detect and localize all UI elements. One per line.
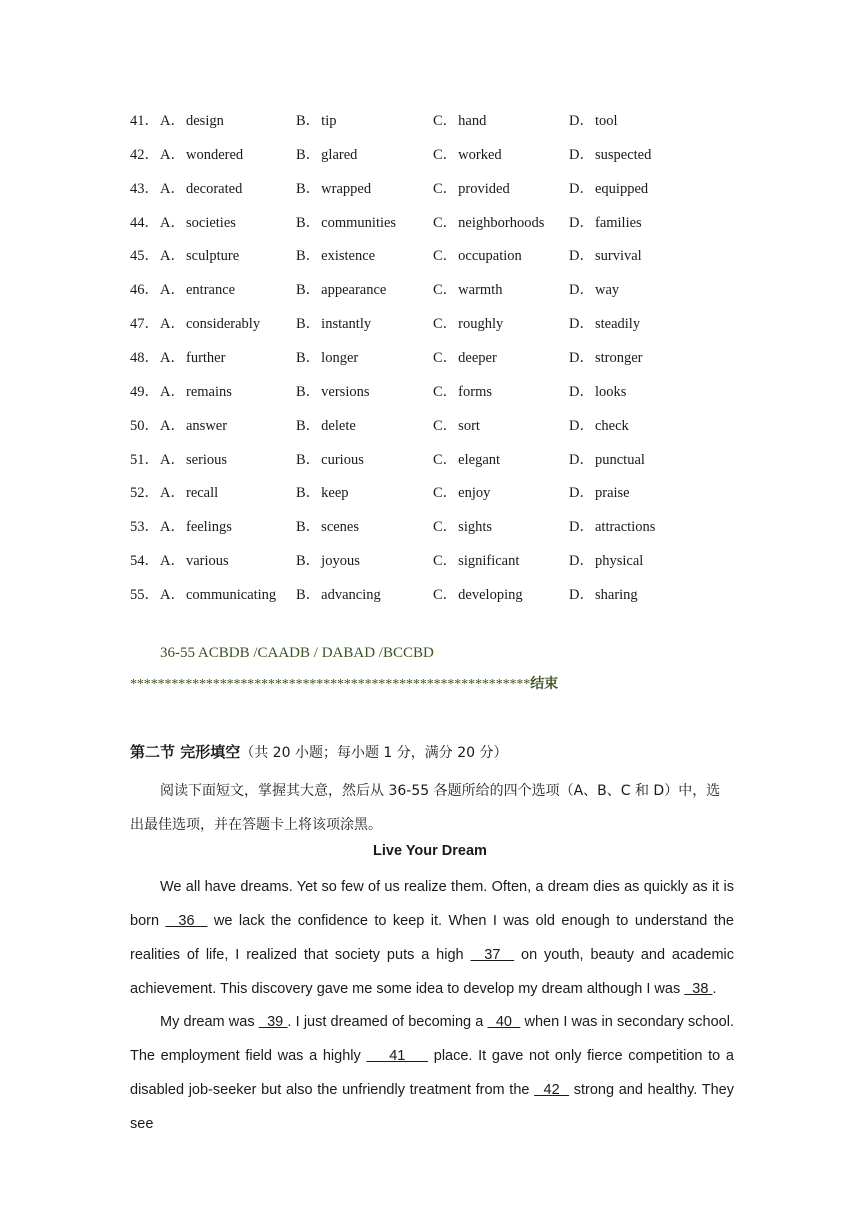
option-d xyxy=(569,246,642,266)
option-letter: A ． xyxy=(160,483,186,503)
option-d xyxy=(569,483,630,503)
option-d xyxy=(569,348,643,368)
option-word: instantly xyxy=(321,316,372,333)
option-word: remains xyxy=(185,383,232,400)
option-a xyxy=(160,382,232,402)
option-word: keep xyxy=(321,485,349,502)
option-letter: C ． xyxy=(433,246,458,266)
option-letter: B ． xyxy=(296,551,321,571)
passage-text: when I was in secondary school. The employment field was a highly xyxy=(130,1014,734,1064)
option-letter: C ． xyxy=(433,382,458,402)
passage-text: we lack the confidence to keep it. When I was old enough to understand the realities of life, I realized that society puts a high xyxy=(130,913,734,963)
option-letter: A ． xyxy=(160,585,186,605)
option-a xyxy=(160,517,232,537)
question-number: 46． xyxy=(130,282,159,299)
option-letter: A ． xyxy=(160,382,186,402)
option-word: equipped xyxy=(594,180,649,197)
option-c xyxy=(433,585,523,605)
option-letter: D ． xyxy=(569,179,595,199)
option-letter: B ． xyxy=(296,213,321,233)
option-word: looks xyxy=(594,383,627,400)
option-word: entrance xyxy=(185,282,236,299)
option-word: praise xyxy=(594,485,630,502)
option-letter: B ． xyxy=(296,348,321,368)
option-a xyxy=(160,348,225,368)
option-word: further xyxy=(185,349,226,366)
option-b xyxy=(296,111,336,131)
blank-36: 36 xyxy=(165,913,208,929)
option-letter: D ． xyxy=(569,213,595,233)
option-letter: A ． xyxy=(160,416,186,436)
option-word: hand xyxy=(458,113,487,129)
option-word: deeper xyxy=(458,349,497,366)
option-c xyxy=(433,179,510,199)
question-number: 43． xyxy=(130,180,159,197)
option-word: glared xyxy=(321,146,358,163)
option-letter: B ． xyxy=(296,585,321,605)
option-d xyxy=(569,382,626,402)
option-b xyxy=(296,314,371,334)
option-letter: B ． xyxy=(296,280,321,300)
option-a xyxy=(160,280,235,300)
option-word: versions xyxy=(321,383,370,400)
option-letter: D ． xyxy=(569,314,595,334)
passage-paragraph-2 xyxy=(130,1005,734,1141)
option-word: various xyxy=(185,553,229,570)
question-number: 41． xyxy=(130,113,159,129)
option-d xyxy=(569,314,640,334)
option-letter: C ． xyxy=(433,517,458,537)
passage-text: place. It gave not only fierce competition to a disabled job-seeker but also the unfriendly treatment from the xyxy=(130,1048,734,1098)
option-letter: C ． xyxy=(433,145,458,165)
option-d xyxy=(569,450,645,470)
option-letter: D ． xyxy=(569,551,595,571)
option-b xyxy=(296,382,370,402)
option-letter: C ． xyxy=(433,483,458,503)
option-letter: D ． xyxy=(569,145,595,165)
passage-text: My dream was xyxy=(160,1014,259,1030)
option-word: communicating xyxy=(185,586,277,603)
option-letter: C ． xyxy=(433,585,458,605)
option-a xyxy=(160,179,242,199)
option-word: feelings xyxy=(185,519,232,536)
option-word: sights xyxy=(458,519,493,536)
option-d xyxy=(569,416,629,436)
option-a xyxy=(160,551,229,571)
option-letter: D ． xyxy=(569,280,595,300)
option-b xyxy=(296,416,356,436)
option-letter: A ． xyxy=(160,314,186,334)
option-word: considerably xyxy=(185,316,261,333)
option-word: families xyxy=(594,214,642,231)
option-word: survival xyxy=(594,248,642,265)
end-label: 结束 xyxy=(530,676,559,692)
passage-title: Live Your Dream xyxy=(373,843,487,859)
option-word: enjoy xyxy=(458,485,491,502)
question-number: 51． xyxy=(130,451,159,468)
option-word: curious xyxy=(321,451,364,468)
option-c xyxy=(433,450,500,470)
option-letter: C ． xyxy=(433,213,458,233)
blank-37: 37 xyxy=(470,947,515,963)
option-word: suspected xyxy=(594,146,652,163)
option-word: design xyxy=(185,113,224,129)
option-word: way xyxy=(594,282,620,299)
option-b xyxy=(296,179,371,199)
option-letter: C ． xyxy=(433,179,458,199)
question-number: 47． xyxy=(130,316,159,333)
option-c xyxy=(433,348,497,368)
option-b xyxy=(296,517,359,537)
option-letter: B ． xyxy=(296,246,321,266)
option-letter: B ． xyxy=(296,416,321,436)
option-letter: D ． xyxy=(569,450,595,470)
option-word: punctual xyxy=(594,451,645,468)
question-number: 54． xyxy=(130,553,159,570)
option-d xyxy=(569,280,619,300)
option-c xyxy=(433,246,522,266)
passage-paragraph-1 xyxy=(130,870,734,1006)
blank-39: 39 xyxy=(258,1014,288,1030)
section-heading xyxy=(130,741,507,762)
option-letter: A ． xyxy=(160,348,186,368)
option-word: roughly xyxy=(458,316,504,333)
option-b xyxy=(296,348,358,368)
option-c xyxy=(433,483,490,503)
option-word: wondered xyxy=(185,146,244,163)
option-letter: D ． xyxy=(569,348,595,368)
option-word: serious xyxy=(185,451,228,468)
question-number: 53． xyxy=(130,519,159,536)
option-letter: D ． xyxy=(569,585,595,605)
option-word: tool xyxy=(594,113,618,129)
option-word: societies xyxy=(185,214,236,231)
option-word: attractions xyxy=(594,519,656,536)
option-b xyxy=(296,450,364,470)
option-a xyxy=(160,450,227,470)
separator-stars: ********************************************************** xyxy=(130,677,531,692)
option-letter: B ． xyxy=(296,179,321,199)
option-word: answer xyxy=(185,417,228,434)
option-word: delete xyxy=(321,417,356,434)
option-word: existence xyxy=(321,248,376,265)
section-details: （共 20 小题；每小题 1 分，满分 20 分） xyxy=(240,745,508,761)
option-a xyxy=(160,111,224,131)
blank-38: 38 xyxy=(684,981,713,997)
option-letter: D ． xyxy=(569,382,595,402)
option-letter: B ． xyxy=(296,111,321,131)
section-instruction: 阅读下面短文，掌握其大意，然后从 36-55 各题所给的四个选项（A、B、C 和 D）中，选出最佳选项，并在答题卡上将该项涂黑。 xyxy=(130,783,721,833)
option-d xyxy=(569,551,643,571)
option-letter: B ． xyxy=(296,382,321,402)
option-letter: B ． xyxy=(296,483,321,503)
option-word: communities xyxy=(321,214,397,231)
option-d xyxy=(569,517,655,537)
option-a xyxy=(160,483,218,503)
option-letter: D ． xyxy=(569,246,595,266)
option-letter: A ． xyxy=(160,551,186,571)
option-word: sort xyxy=(458,417,480,434)
option-b xyxy=(296,145,357,165)
option-word: tip xyxy=(321,113,337,129)
option-letter: C ． xyxy=(433,280,458,300)
option-word: developing xyxy=(458,586,523,603)
option-letter: C ． xyxy=(433,551,458,571)
option-a xyxy=(160,213,236,233)
option-word: warmth xyxy=(458,282,503,299)
question-number: 49． xyxy=(130,383,159,400)
question-number: 55． xyxy=(130,586,159,603)
option-d xyxy=(569,111,618,131)
option-word: recall xyxy=(185,485,219,502)
option-letter: B ． xyxy=(296,450,321,470)
option-b xyxy=(296,213,396,233)
section-title: 第二节 完形填空 xyxy=(130,743,241,761)
option-c xyxy=(433,382,492,402)
option-letter: D ． xyxy=(569,416,595,436)
option-word: appearance xyxy=(321,282,387,299)
option-letter: D ． xyxy=(569,483,595,503)
option-letter: C ． xyxy=(433,416,458,436)
option-b xyxy=(296,280,386,300)
question-number: 52． xyxy=(130,485,159,502)
option-c xyxy=(433,111,486,131)
end-separator xyxy=(130,673,558,693)
option-word: advancing xyxy=(321,586,381,603)
answer-key: 36-55 ACBDB /CAADB / DABAD /BCCBD xyxy=(160,645,434,661)
option-c xyxy=(433,551,519,571)
option-d xyxy=(569,145,651,165)
option-word: forms xyxy=(458,383,493,400)
option-word: stronger xyxy=(594,349,643,366)
option-d xyxy=(569,585,638,605)
option-word: neighborhoods xyxy=(458,214,545,231)
option-word: sculpture xyxy=(185,248,240,265)
passage-text: strong and healthy. They see xyxy=(130,1082,734,1132)
option-letter: C ． xyxy=(433,314,458,334)
option-word: joyous xyxy=(321,553,360,570)
passage-text: on youth, beauty and academic achievement. This discovery gave me some idea to develop my dream although I was xyxy=(130,947,734,997)
option-c xyxy=(433,145,502,165)
option-letter: D ． xyxy=(569,517,595,537)
option-word: check xyxy=(594,417,629,434)
option-letter: A ． xyxy=(160,145,186,165)
blank-41: 41 xyxy=(366,1048,429,1064)
question-number: 48． xyxy=(130,349,159,366)
option-letter: A ． xyxy=(160,517,186,537)
option-word: decorated xyxy=(185,180,243,197)
option-a xyxy=(160,145,243,165)
option-a xyxy=(160,416,227,436)
option-a xyxy=(160,585,276,605)
option-b xyxy=(296,551,360,571)
option-word: steadily xyxy=(594,316,641,333)
option-word: wrapped xyxy=(321,180,372,197)
option-word: scenes xyxy=(321,519,360,536)
option-letter: B ． xyxy=(296,517,321,537)
option-word: longer xyxy=(321,349,359,366)
option-letter: A ． xyxy=(160,450,186,470)
question-number: 50． xyxy=(130,417,159,434)
question-number: 42． xyxy=(130,146,159,163)
option-c xyxy=(433,517,492,537)
option-word: worked xyxy=(458,146,502,163)
option-d xyxy=(569,213,642,233)
passage-text: . xyxy=(712,981,717,997)
option-letter: A ． xyxy=(160,246,186,266)
option-c xyxy=(433,213,544,233)
question-number: 45． xyxy=(130,248,159,265)
option-a xyxy=(160,314,260,334)
option-letter: C ． xyxy=(433,450,458,470)
option-word: sharing xyxy=(594,586,638,603)
option-letter: C ． xyxy=(433,348,458,368)
option-c xyxy=(433,416,480,436)
option-d xyxy=(569,179,648,199)
option-letter: A ． xyxy=(160,179,186,199)
option-word: significant xyxy=(458,553,520,570)
option-letter: B ． xyxy=(296,314,321,334)
option-letter: B ． xyxy=(296,145,321,165)
option-c xyxy=(433,280,502,300)
option-word: physical xyxy=(594,553,644,570)
option-word: occupation xyxy=(458,248,522,265)
blank-42: 42 xyxy=(534,1082,570,1098)
option-a xyxy=(160,246,239,266)
option-letter: D ． xyxy=(569,111,595,131)
option-b xyxy=(296,585,381,605)
option-letter: A ． xyxy=(160,111,186,131)
option-b xyxy=(296,246,375,266)
question-number: 44． xyxy=(130,214,159,231)
blank-40: 40 xyxy=(487,1014,521,1030)
option-word: provided xyxy=(458,180,510,197)
option-letter: A ． xyxy=(160,213,186,233)
option-c xyxy=(433,314,503,334)
option-letter: A ． xyxy=(160,280,186,300)
option-b xyxy=(296,483,349,503)
passage-text: . I just dreamed of becoming a xyxy=(287,1014,488,1030)
option-letter: C ． xyxy=(433,111,458,131)
passage-text: We all have dreams. Yet so few of us realize them. Often, a dream dies as quickly as it is born xyxy=(130,879,734,929)
option-word: elegant xyxy=(458,451,501,468)
